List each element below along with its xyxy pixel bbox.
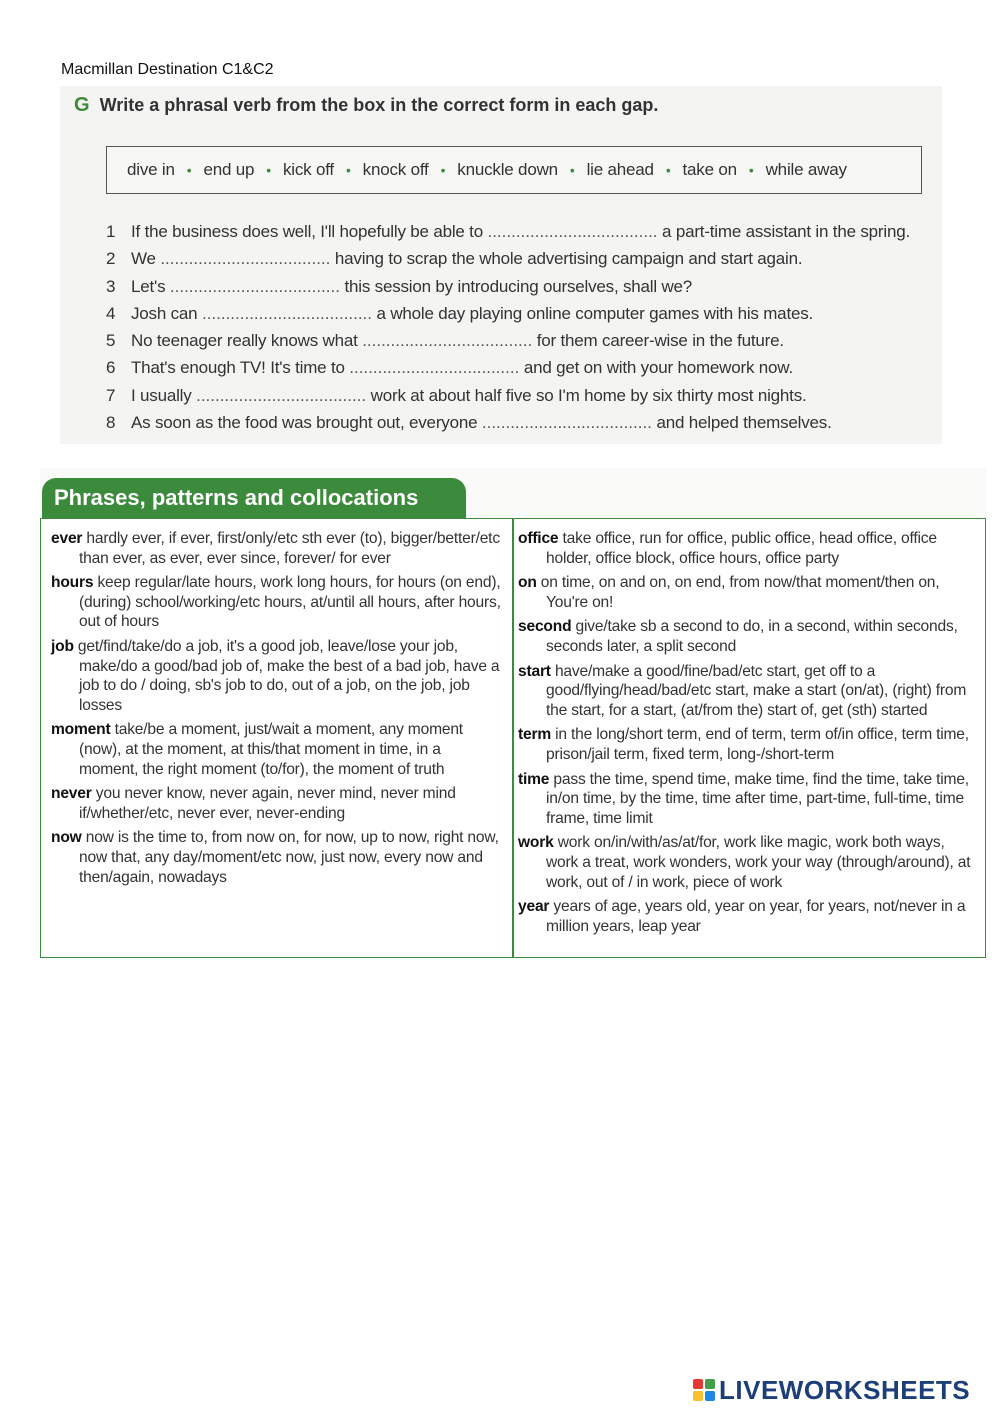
item-number: 5 <box>106 331 116 351</box>
item-text-after: this session by introducing ourselves, shall we? <box>339 276 693 296</box>
entry-collocations: on time, on and on, on end, from now/that moment/then on, You're on! <box>536 574 940 611</box>
item-text-before: We <box>131 249 161 269</box>
phrase-entry <box>51 573 501 632</box>
item-number: 4 <box>106 303 116 323</box>
word-box <box>106 146 922 194</box>
phrase-entry <box>518 725 978 764</box>
answer-gap[interactable]: .................................... <box>487 222 658 241</box>
bullet-separator: • <box>266 162 271 178</box>
logo-square <box>693 1379 703 1389</box>
phrase-entry <box>518 833 978 892</box>
item-text-before: That's enough TV! It's time to <box>131 358 350 378</box>
item-text-before: As soon as the food was brought out, everyone <box>131 413 482 433</box>
phrases-right-column <box>518 529 978 941</box>
entry-collocations: get/find/take/do a job, it's a good job, leave/lose your job, make/do a good/bad job of, make the best of a bad job, have a job to do / doing, sb's job to do, out of a job, on the job, job losses <box>73 637 500 714</box>
exercise-item <box>106 249 942 276</box>
phrase-entry <box>51 720 501 779</box>
exercise-item <box>106 277 942 304</box>
item-text-after: work at about half five so I'm home by six thirty most nights. <box>366 385 807 405</box>
column-divider <box>512 519 514 957</box>
item-text-after: having to scrap the whole advertising campaign and start again. <box>330 249 803 269</box>
item-number: 7 <box>106 385 116 405</box>
entry-keyword: hours <box>51 574 94 592</box>
logo-square <box>705 1391 715 1401</box>
phrase-entry <box>518 662 978 721</box>
entry-collocations: hardly ever, if ever, first/only/etc sth ever (to), bigger/better/etc than ever, as ever, ever since, forever/ for ever <box>79 530 500 567</box>
phrase-entry <box>51 828 501 887</box>
bullet-separator: • <box>748 162 754 178</box>
item-number: 6 <box>106 358 116 378</box>
logo-text: LIVEWORKSHEETS <box>719 1374 971 1405</box>
phrase-entry <box>51 529 501 568</box>
answer-gap[interactable]: .................................... <box>481 413 652 433</box>
exercise-item <box>106 222 942 249</box>
phrase-entry <box>51 637 501 715</box>
box-phrasal-verb: lie ahead <box>586 160 654 179</box>
entry-keyword: job <box>51 637 74 655</box>
exercise-instruction: Write a phrasal verb from the box in the correct form in each gap. <box>99 95 659 115</box>
item-text-after: a whole day playing online computer games with his mates. <box>372 303 814 323</box>
box-phrasal-verb: knock off <box>362 160 429 179</box>
exercise-section <box>60 86 942 444</box>
entry-collocations: you never know, never again, never mind, never mind if/whether/etc, never ever, never-ending <box>79 785 456 822</box>
phrase-entry <box>518 897 978 936</box>
entry-collocations: keep regular/late hours, work long hours, for hours (on end), (during) school/working/etc hours, at/until all hours, after hours, out of hours <box>79 574 501 631</box>
entry-keyword: moment <box>51 721 111 739</box>
liveworksheets-logo <box>693 1376 970 1404</box>
entry-keyword: office <box>518 530 559 547</box>
phrases-left-column <box>51 529 501 892</box>
exercise-item <box>106 413 942 440</box>
answer-gap[interactable]: .................................... <box>201 303 373 323</box>
answer-gap[interactable]: .................................... <box>169 276 340 296</box>
phrases-frame <box>40 518 986 958</box>
phrases-title: Phrases, patterns and collocations <box>42 478 466 518</box>
item-text-after: for them career-wise in the future. <box>532 331 784 351</box>
logo-icon <box>693 1379 715 1401</box>
box-phrasal-verb: kick off <box>282 160 334 179</box>
bullet-separator: • <box>440 162 446 178</box>
item-number: 2 <box>106 249 116 269</box>
entry-collocations: years of age, years old, year on year, for years, not/never in a million years, leap year <box>546 898 966 935</box>
answer-gap[interactable]: .................................... <box>160 249 331 269</box>
item-text-before: If the business does well, I'll hopefully be able to <box>131 222 488 241</box>
bullet-separator: • <box>345 162 351 178</box>
phrase-entry <box>518 617 978 656</box>
source-label: Macmillan Destination C1&C2 <box>61 61 274 78</box>
entry-keyword: now <box>51 829 82 847</box>
item-text-after: a part-time assistant in the spring. <box>657 222 910 241</box>
entry-keyword: on <box>518 574 537 592</box>
phrase-entry <box>51 784 501 823</box>
answer-gap[interactable]: .................................... <box>349 358 520 378</box>
phrase-entry <box>518 770 978 829</box>
entry-collocations: now is the time to, from now on, for now, up to now, right now, now that, any day/moment/etc now, just now, every now and then/again, nowadays <box>79 829 499 886</box>
entry-collocations: work on/in/with/as/at/for, work like magic, work both ways, work a treat, work wonders, work your way (through/around), at work, out of / in work, piece of work <box>546 834 971 891</box>
entry-keyword: start <box>518 662 551 680</box>
entry-collocations: give/take sb a second to do, in a second, within seconds, seconds later, a split second <box>546 618 958 655</box>
answer-gap[interactable]: .................................... <box>362 331 533 351</box>
box-phrasal-verb: end up <box>203 160 255 179</box>
exercise-heading <box>74 94 658 117</box>
bullet-separator: • <box>665 162 671 178</box>
logo-square <box>705 1379 715 1389</box>
item-text-after: and helped themselves. <box>651 413 832 433</box>
entry-keyword: time <box>518 770 550 788</box>
item-number: 1 <box>106 222 116 241</box>
entry-keyword: ever <box>51 530 83 547</box>
phrase-entry <box>518 573 978 612</box>
logo-square <box>693 1391 703 1401</box>
answer-gap[interactable]: .................................... <box>196 385 367 405</box>
item-number: 8 <box>106 413 116 433</box>
entry-collocations: take/be a moment, just/wait a moment, any moment (now), at the moment, at this/that moment in time, in a moment, the right moment (to/for), the moment of truth <box>79 721 463 778</box>
exercise-items <box>106 222 942 440</box>
phrase-entry <box>518 529 978 568</box>
item-text-before: No teenager really knows what <box>131 331 363 351</box>
bullet-separator: • <box>569 162 575 178</box>
item-number: 3 <box>106 276 116 296</box>
box-phrasal-verb: knuckle down <box>457 160 558 179</box>
bullet-separator: • <box>186 162 192 178</box>
entry-collocations: have/make a good/fine/bad/etc start, get off to a good/flying/head/bad/etc start, make a start (on/at), (right) from the start, for a start, (at/from the) start of, get (sth) started <box>546 662 967 719</box>
box-phrasal-verb: dive in <box>127 160 175 179</box>
exercise-item <box>106 358 942 385</box>
item-text-after: and get on with your homework now. <box>519 358 793 378</box>
entry-collocations: in the long/short term, end of term, term of/in office, term time, prison/jail term, fixed term, long-/short-term <box>546 726 969 763</box>
exercise-item <box>106 331 942 358</box>
exercise-item <box>106 304 942 331</box>
entry-keyword: second <box>518 618 572 636</box>
exercise-item <box>106 386 942 413</box>
entry-keyword: year <box>518 898 550 916</box>
item-text-before: I usually <box>131 385 197 405</box>
exercise-letter: G <box>74 94 90 116</box>
item-text-before: Let's <box>131 276 170 296</box>
entry-collocations: pass the time, spend time, make time, find the time, take time, in/on time, by the time, time after time, part-time, full-time, time frame, time limit <box>546 770 969 827</box>
entry-collocations: take office, run for office, public office, head office, office holder, office block, office hours, office party <box>546 530 937 567</box>
box-phrasal-verb: while away <box>765 160 847 179</box>
box-phrasal-verb: take on <box>682 160 737 179</box>
entry-keyword: never <box>51 785 92 803</box>
entry-keyword: work <box>518 834 554 852</box>
entry-keyword: term <box>518 726 551 744</box>
item-text-before: Josh can <box>131 303 202 323</box>
phrases-section <box>40 468 986 958</box>
